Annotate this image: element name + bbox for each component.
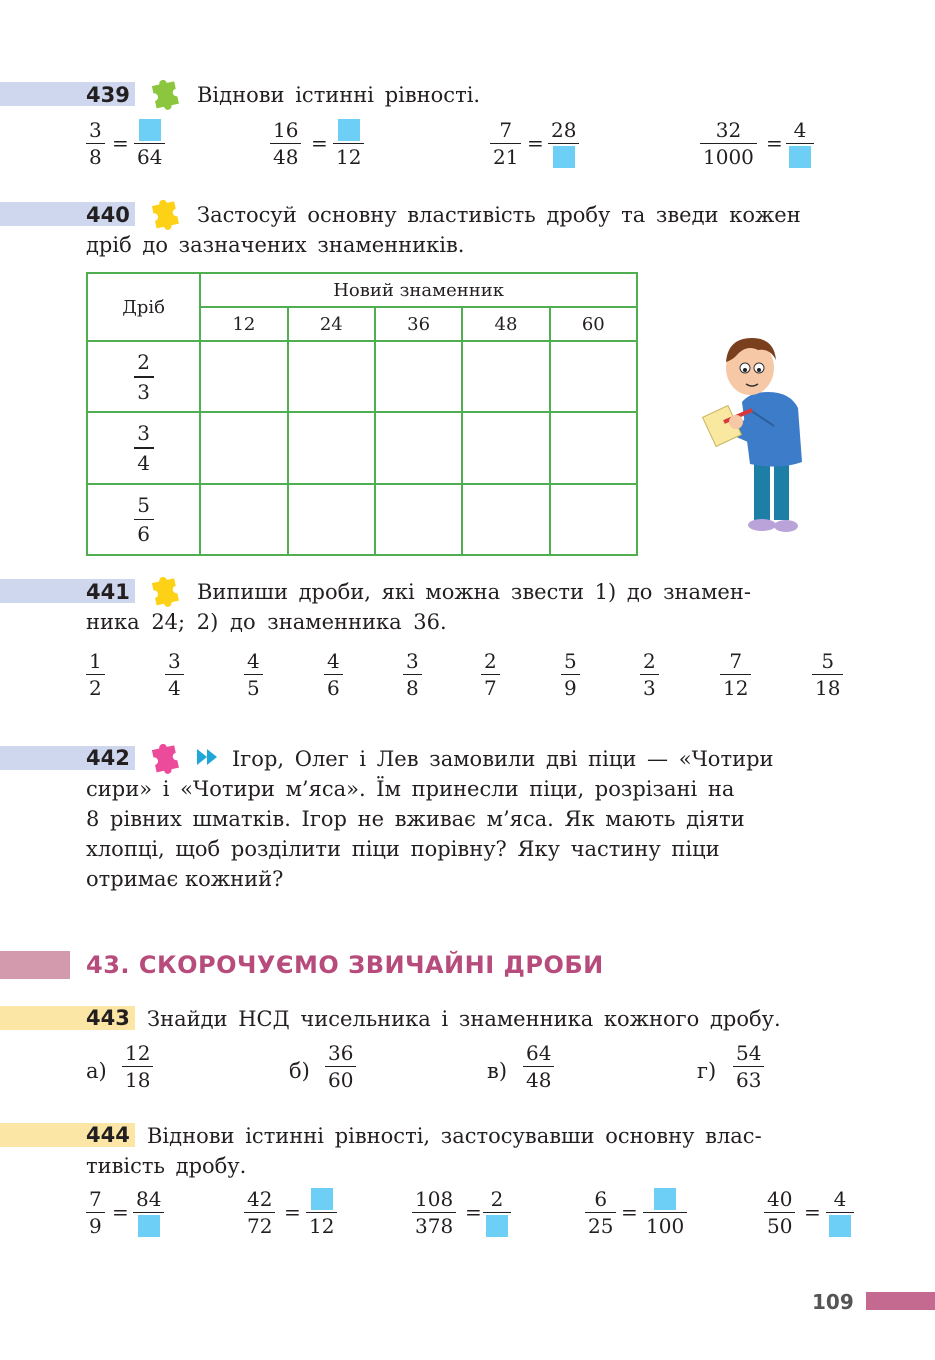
numerator: 6 — [594, 1187, 608, 1211]
numerator: 7 — [89, 1187, 102, 1211]
equals-sign: = — [766, 131, 783, 155]
answer-cell[interactable] — [375, 412, 462, 483]
fraction — [306, 1186, 337, 1239]
answer-square[interactable] — [138, 1215, 160, 1237]
exercise-text: отримає кожний? — [86, 867, 284, 891]
numerator: 64 — [526, 1041, 552, 1065]
answer-cell[interactable] — [200, 412, 287, 483]
table-fraction-cell: $\frac{2}{3}$ — [87, 341, 200, 412]
numerator: 7 — [729, 649, 743, 673]
denominator: 7 — [484, 676, 497, 701]
denominator: 50 — [767, 1214, 793, 1239]
fraction — [86, 1186, 105, 1239]
exercise-text: Знайди НСД чисельника і знаменника кожного дробу. — [147, 1007, 781, 1031]
exercise-text: хлопці, щоб розділити піци порівну? Яку частину піци — [86, 837, 720, 861]
exercise-text: Віднови істинні рівності. — [197, 83, 481, 107]
denominator: 4 — [168, 676, 181, 701]
denominator: 64 — [137, 145, 163, 170]
table-header-fraction: Дріб — [87, 273, 200, 341]
answer-cell[interactable] — [550, 341, 637, 412]
denominator: 48 — [273, 145, 299, 170]
answer-cell[interactable] — [462, 341, 549, 412]
numerator: 12 — [125, 1041, 151, 1065]
answer-square[interactable] — [553, 146, 575, 168]
denominator: 378 — [415, 1214, 454, 1239]
denominator: 12 — [723, 676, 749, 701]
table-header-denominator: 48 — [462, 307, 549, 341]
fraction — [412, 1186, 456, 1239]
answer-cell[interactable] — [462, 484, 549, 555]
numerator: 40 — [767, 1187, 793, 1211]
numerator: 1 — [89, 649, 102, 673]
denominator: 6 — [327, 676, 340, 701]
item-label: г) — [697, 1059, 717, 1083]
numerator: 54 — [736, 1041, 762, 1065]
fraction — [585, 1186, 616, 1239]
section-title: 43. СКОРОЧУЄМО ЗВИЧАЙНІ ДРОБИ — [86, 951, 604, 979]
table-row — [87, 412, 637, 483]
exercise-text: Віднови істинні рівності, застосувавши основну влас- — [147, 1124, 762, 1148]
exercise-number: 442 — [86, 746, 130, 770]
answer-square[interactable] — [311, 1188, 333, 1210]
answer-cell[interactable] — [288, 484, 375, 555]
answer-cell[interactable] — [200, 341, 287, 412]
double-arrow-icon — [197, 749, 219, 765]
denominator: 100 — [646, 1214, 685, 1239]
numerator: 3 — [406, 649, 419, 673]
numerator: 28 — [551, 118, 577, 142]
equals-sign: = — [465, 1200, 482, 1224]
table-header-denominator: 36 — [375, 307, 462, 341]
fraction — [122, 1040, 153, 1093]
answer-square[interactable] — [789, 146, 811, 168]
numerator: 4 — [247, 649, 260, 673]
exercise-text: сири» і «Чотири м’яса». Їм принесли піци, розрізані на — [86, 777, 735, 801]
fraction — [483, 1186, 511, 1239]
fraction-table — [86, 272, 638, 556]
denominator: 3 — [643, 676, 656, 701]
answer-cell[interactable] — [462, 412, 549, 483]
section-band — [0, 951, 70, 979]
denominator: 2 — [89, 676, 102, 701]
numerator: 7 — [499, 118, 513, 142]
fraction — [165, 648, 184, 701]
answer-cell[interactable] — [288, 341, 375, 412]
exercise-text: Випиши дроби, які можна звести 1) до знамен- — [197, 580, 751, 604]
page-number: 109 — [812, 1290, 854, 1314]
fraction — [270, 117, 301, 170]
denominator: 21 — [493, 145, 519, 170]
denominator: 72 — [247, 1214, 273, 1239]
item-label: а) — [86, 1059, 107, 1083]
fraction — [561, 648, 580, 701]
answer-square[interactable] — [829, 1215, 851, 1237]
answer-cell[interactable] — [550, 412, 637, 483]
fraction — [523, 1040, 554, 1093]
fraction — [244, 648, 263, 701]
fraction — [333, 117, 364, 170]
fraction — [325, 1040, 356, 1093]
table-fraction-cell: $\frac{5}{6}$ — [87, 484, 200, 555]
equals-sign: = — [311, 131, 328, 155]
puzzle-yellow-icon — [146, 194, 184, 232]
numerator: 2 — [484, 649, 497, 673]
numerator: 2 — [643, 649, 656, 673]
exercise-number: 443 — [86, 1006, 130, 1030]
numerator: 84 — [136, 1187, 162, 1211]
answer-cell[interactable] — [550, 484, 637, 555]
answer-square[interactable] — [338, 119, 360, 141]
denominator: 60 — [328, 1068, 354, 1093]
denominator: 12 — [309, 1214, 335, 1239]
numerator: 32 — [715, 118, 742, 142]
exercise-text: Ігор, Олег і Лев замовили дві піци — «Чотири — [232, 747, 774, 771]
denominator: 8 — [406, 676, 419, 701]
denominator: 5 — [247, 676, 260, 701]
fraction — [720, 648, 751, 701]
table-header-denominator: 60 — [550, 307, 637, 341]
fraction — [86, 648, 105, 701]
numerator: 42 — [247, 1187, 273, 1211]
exercise-text: дріб до зазначених знаменників. — [86, 233, 465, 257]
answer-cell[interactable] — [200, 484, 287, 555]
numerator: 108 — [415, 1187, 454, 1211]
denominator: 18 — [125, 1068, 151, 1093]
answer-cell[interactable] — [288, 412, 375, 483]
denominator: 12 — [336, 145, 362, 170]
page-number-band — [866, 1292, 935, 1310]
fraction — [764, 1186, 795, 1239]
answer-square[interactable] — [139, 119, 161, 141]
fraction — [490, 117, 521, 170]
item-label: б) — [289, 1059, 310, 1083]
numerator: 2 — [490, 1187, 504, 1211]
fraction — [134, 117, 165, 170]
answer-square[interactable] — [654, 1188, 676, 1210]
table-row — [87, 484, 637, 555]
table-row — [87, 341, 637, 412]
exercise-number: 444 — [86, 1123, 130, 1147]
denominator: 1000 — [703, 145, 754, 170]
fraction — [244, 1186, 275, 1239]
fraction — [86, 117, 105, 170]
equals-sign: = — [284, 1200, 301, 1224]
table-header-new-denominator: Новий знаменник — [200, 273, 637, 307]
numerator: 5 — [821, 649, 835, 673]
denominator: 25 — [588, 1214, 614, 1239]
denominator: 9 — [89, 1214, 102, 1239]
fraction — [640, 648, 659, 701]
item-label: в) — [487, 1059, 508, 1083]
equals-sign: = — [804, 1200, 821, 1224]
exercise-text: ника 24; 2) до знаменника 36. — [86, 610, 447, 634]
answer-cell[interactable] — [375, 341, 462, 412]
numerator: 3 — [168, 649, 181, 673]
exercise-number: 440 — [86, 203, 130, 227]
answer-square[interactable] — [486, 1215, 508, 1237]
fraction — [133, 1186, 164, 1239]
fraction — [481, 648, 500, 701]
equals-sign: = — [112, 1200, 129, 1224]
numerator: 4 — [327, 649, 340, 673]
table-fraction-cell: $\frac{3}{4}$ — [87, 412, 200, 483]
numerator: 4 — [793, 118, 807, 142]
puzzle-yellow-icon — [146, 571, 184, 609]
numerator: 3 — [89, 118, 102, 142]
exercise-text: 8 рівних шматків. Ігор не вживає м’яса. Як мають діяти — [86, 807, 745, 831]
numerator: 5 — [564, 649, 577, 673]
puzzle-pink-icon — [146, 738, 184, 776]
table-header-denominator: 12 — [200, 307, 287, 341]
equals-sign: = — [621, 1200, 638, 1224]
numerator: 16 — [273, 118, 299, 142]
denominator: 9 — [564, 676, 577, 701]
fraction — [324, 648, 343, 701]
denominator: 8 — [89, 145, 102, 170]
exercise-text: Застосуй основну властивість дробу та зведи кожен — [197, 203, 801, 227]
fraction — [643, 1186, 687, 1239]
denominator: 48 — [526, 1068, 552, 1093]
equals-sign: = — [527, 131, 544, 155]
numerator: 4 — [833, 1187, 847, 1211]
equals-sign: = — [112, 131, 129, 155]
puzzle-green-icon — [146, 74, 184, 112]
fraction — [700, 117, 757, 170]
denominator: 63 — [736, 1068, 762, 1093]
exercise-text: тивість дробу. — [86, 1154, 247, 1178]
fraction — [826, 1186, 854, 1239]
denominator: 18 — [815, 676, 841, 701]
fraction — [812, 648, 843, 701]
fraction — [786, 117, 814, 170]
fraction — [403, 648, 422, 701]
boy-illustration — [690, 330, 810, 540]
fraction — [548, 117, 579, 170]
numerator: 36 — [328, 1041, 354, 1065]
fraction — [733, 1040, 764, 1093]
table-header-denominator: 24 — [288, 307, 375, 341]
answer-cell[interactable] — [375, 484, 462, 555]
exercise-number: 439 — [86, 83, 130, 107]
exercise-number: 441 — [86, 580, 130, 604]
